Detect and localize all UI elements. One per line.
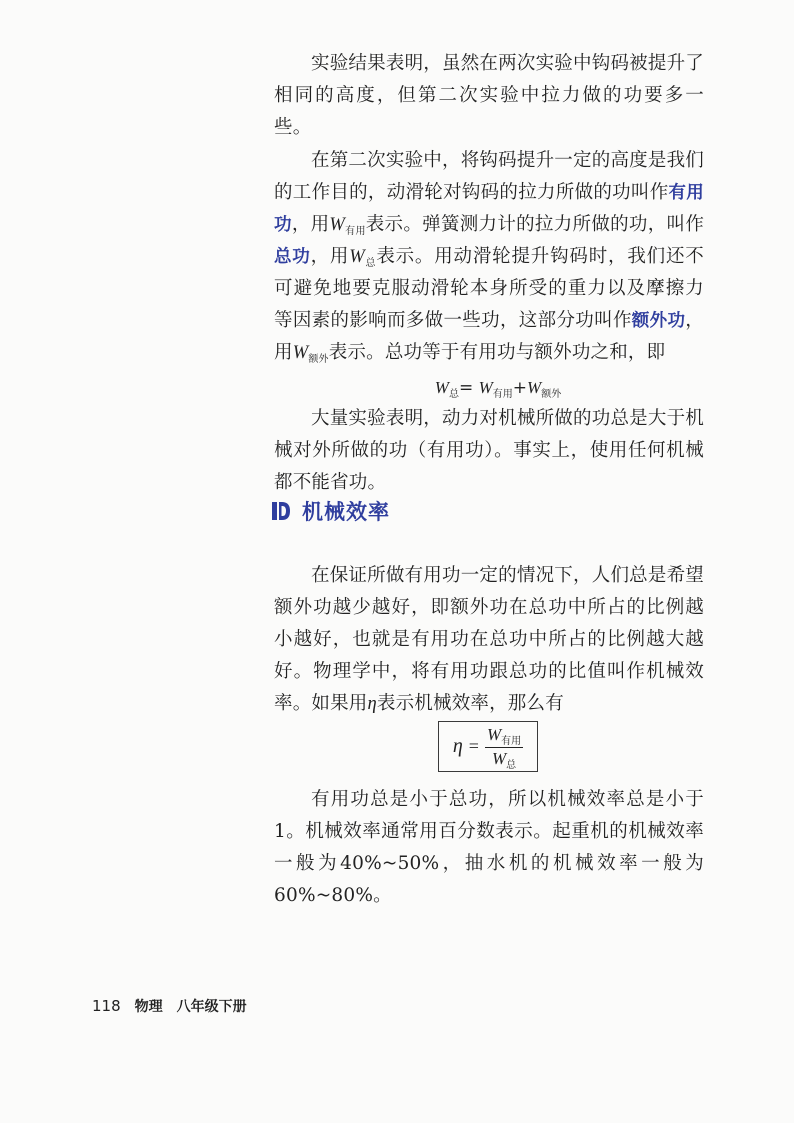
eq-equals: = xyxy=(458,378,474,398)
text-segment: 在第二次实验中，将钩码提升一定的高度是我们的工作目的，动滑轮对钩码的拉力所做的功叫作 xyxy=(274,150,704,203)
subscript-total: 总 xyxy=(364,258,377,269)
text-segment: ，用 xyxy=(274,310,704,363)
term-total-work: 总功 xyxy=(274,247,311,267)
text-segment: ，用 xyxy=(291,214,330,235)
footer-grade: 八年级下册 xyxy=(176,999,247,1015)
paragraph-cannot-save-work: 大量实验表明，动力对机械所做的功总是大于机械对外所做的功（有用功）。事实上，使用任何机械都不能省功。 xyxy=(274,408,704,493)
footer-subject: 物理 xyxy=(134,999,163,1015)
symbol-w: W xyxy=(349,247,365,267)
paragraph-experiment-result: 实验结果表明，虽然在两次实验中钩码被提升了相同的高度，但第二次实验中拉力做的功要多一些。 xyxy=(274,53,704,138)
formula-eta: η xyxy=(452,735,463,757)
symbol-w-extra xyxy=(293,343,329,363)
text-segment: 表示。用动滑轮提升钩码时，我们还不可避免地要克服动滑轮本身所受的重力以及摩擦力等因素的影响而多做一些功，这部分功叫作 xyxy=(274,246,704,331)
formula-numerator xyxy=(485,725,523,748)
term-useful-work: 有用功 xyxy=(274,183,705,235)
eq-sub-total: 总 xyxy=(448,389,459,400)
section-marker-icon xyxy=(272,500,290,522)
denominator-subscript: 总 xyxy=(506,759,517,771)
term-extra-work: 额外功 xyxy=(631,311,686,331)
lower-text-block xyxy=(274,560,704,720)
eq-w: W xyxy=(434,378,449,397)
symbol-w: W xyxy=(329,215,346,235)
formula-equals: = xyxy=(468,736,479,756)
subscript-useful: 有用 xyxy=(345,226,366,237)
text-segment: 表示。弹簧测力计的拉力所做的功，叫作 xyxy=(365,214,705,235)
numerator-subscript: 有用 xyxy=(501,735,522,747)
symbol-w-total xyxy=(349,247,376,267)
symbol-eta: η xyxy=(367,694,377,714)
text-segment: ，用 xyxy=(310,246,350,267)
paragraph-efficiency-definition xyxy=(274,560,704,720)
page-number: 118 xyxy=(92,997,121,1015)
total-work-equation xyxy=(274,373,704,403)
section-heading xyxy=(272,496,390,526)
page-footer xyxy=(92,996,247,1016)
upper-text-block xyxy=(274,48,704,499)
eq-w: W xyxy=(478,378,493,397)
paragraph-efficiency-values: 有用功总是小于总功，所以机械效率总是小于1。机械效率通常用百分数表示。起重机的机械效率一般为40%~50%，抽水机的机械效率一般为60%~80%。 xyxy=(274,789,704,906)
eq-sub-extra: 额外 xyxy=(541,389,562,400)
symbol-w-useful xyxy=(329,215,365,235)
text-segment: 在保证所做有用功一定的情况下，人们总是希望额外功越少越好，即额外功在总功中所占的比例越小越好，也就是有用功在总功中所占的比例越大越好。物理学中，将有用功跟总功的比值叫作机械效率。如果用 xyxy=(274,565,704,714)
text-segment: 表示机械效率，那么有 xyxy=(376,693,564,714)
section-title: 机械效率 xyxy=(302,500,390,524)
symbol-w: W xyxy=(292,343,309,363)
eq-plus: + xyxy=(512,378,528,398)
numerator-w: W xyxy=(486,724,502,744)
subscript-extra: 额外 xyxy=(308,354,329,365)
eq-sub-useful: 有用 xyxy=(492,389,513,400)
denominator-w: W xyxy=(491,748,507,768)
formula-denominator xyxy=(492,748,516,769)
eq-w: W xyxy=(527,378,542,397)
paragraph-work-definitions xyxy=(274,145,704,369)
efficiency-facts-block xyxy=(274,784,704,912)
efficiency-formula-box xyxy=(438,721,538,772)
text-segment: 表示。总功等于有用功与额外功之和，即 xyxy=(328,342,666,363)
formula-fraction xyxy=(485,725,523,769)
